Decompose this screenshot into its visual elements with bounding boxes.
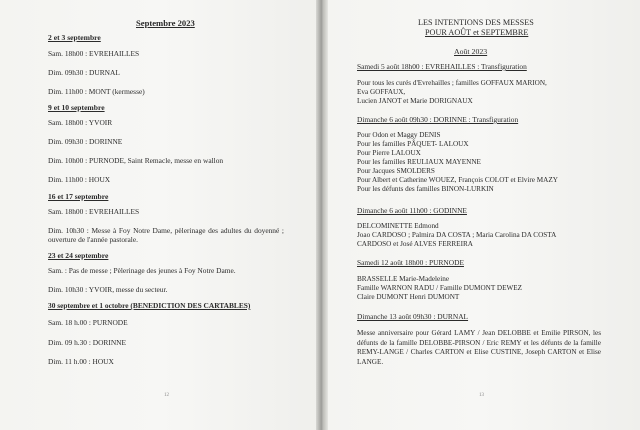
mass-entry: Sam. 18h00 : YVOIR <box>48 118 113 127</box>
intention-line: Pour Odon et Maggy DENIS <box>357 131 441 139</box>
intention-paragraph: Messe anniversaire pour Gérard LAMY / Jean DELOBBE et Emilie PIRSON, les défunts de la famille DELOBBE-PIRSON / Eric REMY et les défunts de la famille REMY-LANGE / Charles CARTON et Elise CUSTINE, Joseph CARTON et Elise LANGE. <box>357 329 601 366</box>
intention-line: BRASSELLE Marie-Madeleine <box>357 275 450 283</box>
mass-entry: Dim. 11 h.00 : HOUX <box>48 357 114 366</box>
mass-heading: Dimanche 13 août 09h30 : DURNAL <box>357 312 469 321</box>
intention-line: Pour Pierre LALOUX <box>357 149 421 157</box>
week-heading: 30 septembre et 1 octobre (BENEDICTION DES CARTABLES) <box>48 301 251 310</box>
mass-entry: Dim. 09 h.30 : DORINNE <box>48 338 127 347</box>
mass-heading: Samedi 12 août 18h00 : PURNODE <box>357 258 464 267</box>
mass-heading: Dimanche 6 août 11h00 : GODINNE <box>357 206 467 215</box>
intention-line: Lucien JANOT et Marie DORIGNAUX <box>357 97 473 105</box>
intention-line: Pour tous les curés d'Evrehailles ; familles GOFFAUX MARION, <box>357 79 547 87</box>
intention-line: Claire DUMONT Henri DUMONT <box>357 293 460 301</box>
intention-line: DELCOMINETTE Edmond <box>357 222 439 230</box>
week-heading: 23 et 24 septembre <box>48 251 109 260</box>
week-heading: 2 et 3 septembre <box>48 33 101 42</box>
mass-entry: Dim. 10h30 : Messe à Foy Notre Dame, pèlerinage des adultes du doyenné ; ouverture de l'année pastorale. <box>48 226 284 244</box>
mass-entry: Sam. 18h00 : EVREHAILLES <box>48 207 140 216</box>
page-subtitle: POUR AOÛT et SEPTEMBRE <box>425 28 529 37</box>
mass-heading: Dimanche 6 août 09h30 : DORINNE : Transfiguration <box>357 115 519 124</box>
mass-entry: Dim. 09h30 : DURNAL <box>48 68 120 77</box>
mass-entry: Dim. 09h30 : DORINNE <box>48 137 123 146</box>
right-page <box>322 0 640 430</box>
intention-line: Joao CARDOSO ; Palmira DA COSTA ; Maria Carolina DA COSTA <box>357 231 557 239</box>
mass-entry: Dim. 11h00 : MONT (kermesse) <box>48 87 145 96</box>
intention-line: Pour Jacques SMOLDERS <box>357 167 435 175</box>
intention-line: Eva GOFFAUX, <box>357 88 406 96</box>
intention-line: Pour les familles PÂQUET- LALOUX <box>357 140 469 148</box>
mass-entry: Dim. 10h30 : YVOIR, messe du secteur. <box>48 285 168 294</box>
intention-line: Pour les familles REULIAUX MAYENNE <box>357 158 481 166</box>
intention-line: Famille WARNON RADU / Famille DUMONT DEWEZ <box>357 284 523 292</box>
mass-entry: Dim. 10h00 : PURNODE, Saint Remacle, messe en wallon <box>48 156 224 165</box>
week-heading: 9 et 10 septembre <box>48 103 105 112</box>
intention-line: CARDOSO et José ALVES FERREIRA <box>357 240 473 248</box>
book-gutter <box>316 0 328 430</box>
mass-entry: Sam. 18 h.00 : PURNODE <box>48 318 128 327</box>
mass-entry: Sam. 18h00 : EVREHAILLES <box>48 49 140 58</box>
page-number: 13 <box>479 393 484 398</box>
intention-line: Pour les défunts des familles BINON-LURKIN <box>357 185 494 193</box>
intention-line: Pour Albert et Catherine WOUEZ, François COLOT et Elvire MAZY <box>357 176 558 184</box>
mass-heading: Samedi 5 août 18h00 : EVREHAILLES : Transfiguration <box>357 62 527 71</box>
page-title: LES INTENTIONS DES MESSES <box>418 18 534 27</box>
page-title: Septembre 2023 <box>136 18 195 28</box>
month-heading: Août 2023 <box>454 47 488 56</box>
week-heading: 16 et 17 septembre <box>48 192 109 201</box>
mass-entry: Sam. : Pas de messe ; Pèlerinage des jeunes à Foy Notre Dame. <box>48 266 236 275</box>
page-number: 12 <box>164 393 169 398</box>
mass-entry: Dim. 11h00 : HOUX <box>48 175 111 184</box>
